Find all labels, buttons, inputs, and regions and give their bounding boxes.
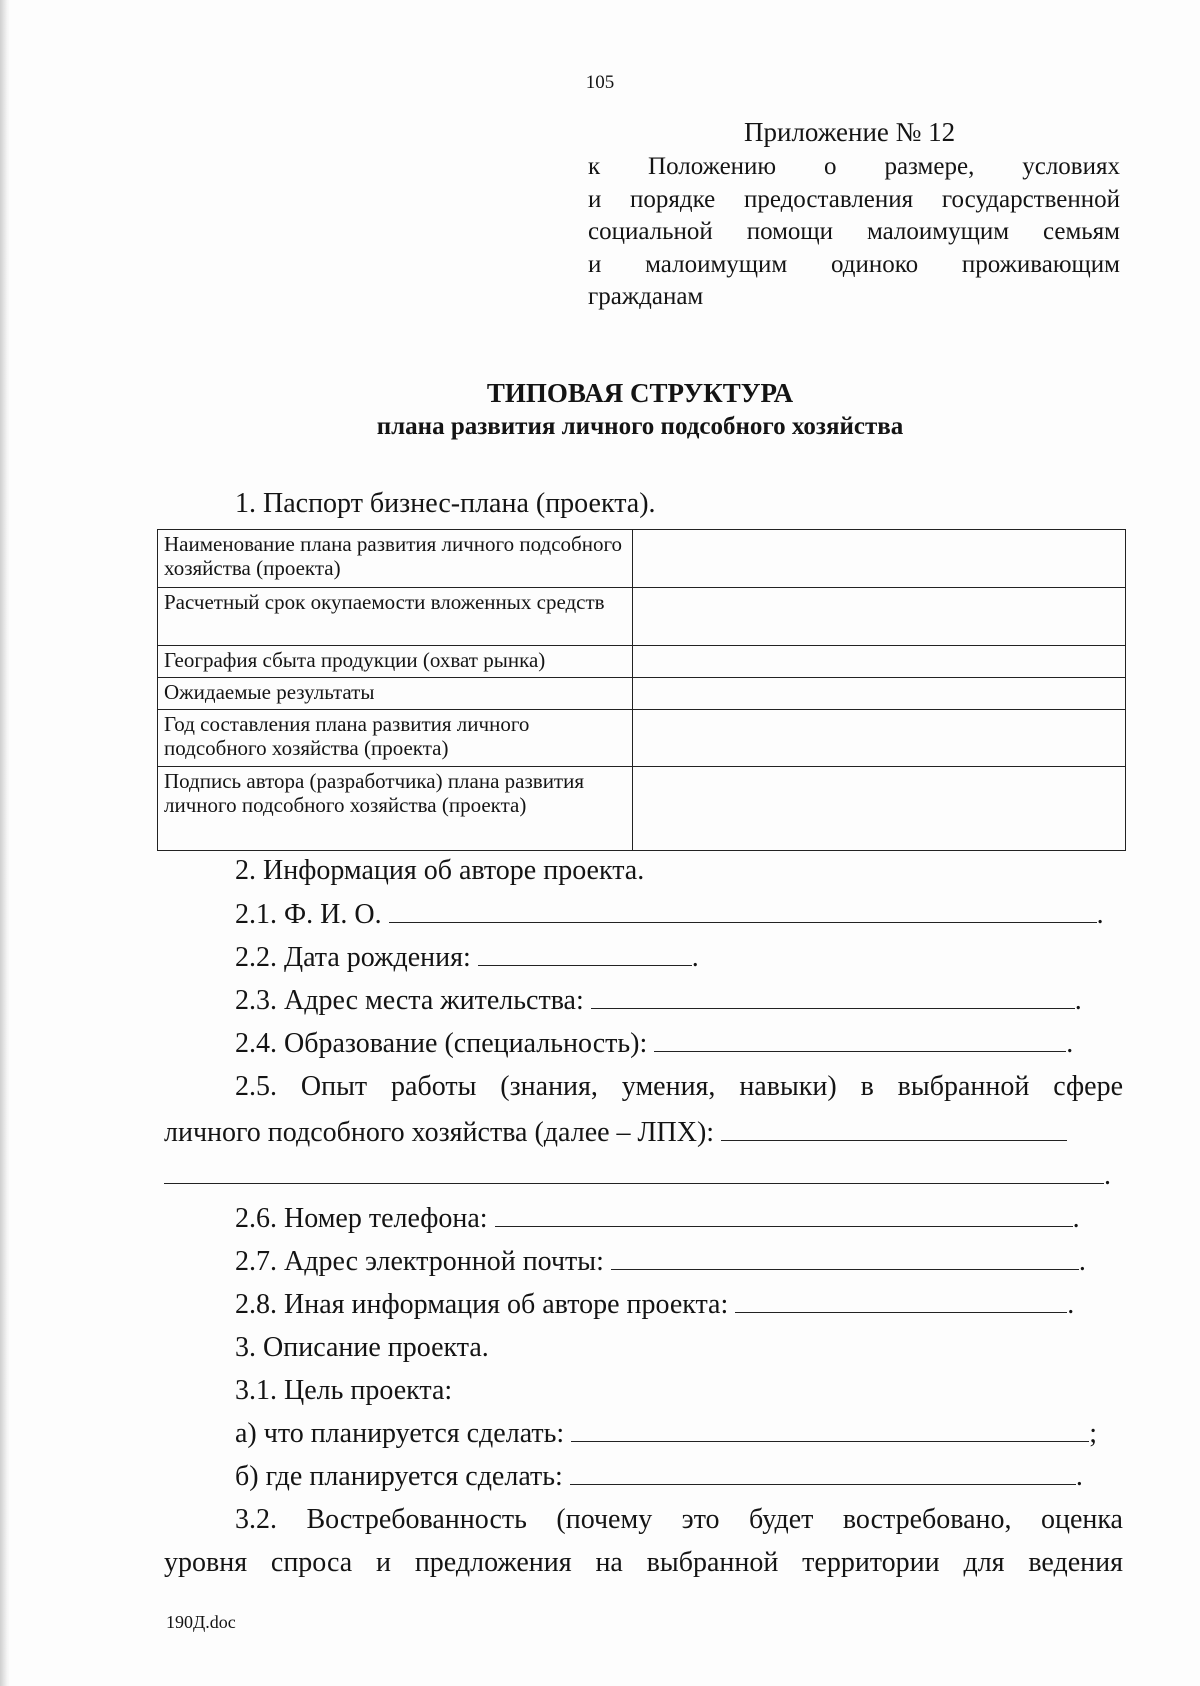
row-value bbox=[633, 588, 1126, 646]
fio-label: 2.1. Ф. И. О. bbox=[235, 899, 382, 930]
appendix-line: гражданам bbox=[588, 283, 704, 310]
table-row bbox=[158, 767, 1126, 851]
experience-label-line1: 2.5. Опыт работы (знания, умения, навыки) в выбранной сфере bbox=[235, 1071, 1123, 1102]
demand-line1: 3.2. Востребованность (почему это будет востребовано, оценка bbox=[235, 1504, 1123, 1535]
appendix-line: и малоимущим одиноко проживающим bbox=[588, 250, 1120, 278]
end-punct: . bbox=[691, 942, 699, 973]
experience-continuation bbox=[164, 1160, 1111, 1192]
row-value bbox=[633, 678, 1126, 710]
appendix-line: и порядке предоставления государственной bbox=[588, 185, 1120, 213]
scan-edge bbox=[0, 0, 10, 1686]
email-input-line[interactable] bbox=[611, 1268, 1079, 1270]
phone-label: 2.6. Номер телефона: bbox=[235, 1203, 488, 1234]
email-label: 2.7. Адрес электронной почты: bbox=[235, 1246, 604, 1277]
experience-input-line-2[interactable] bbox=[164, 1182, 1104, 1184]
birthdate-field bbox=[235, 942, 699, 974]
goal-heading: 3.1. Цель проекта: bbox=[235, 1375, 453, 1406]
row-value bbox=[633, 767, 1126, 851]
address-label: 2.3. Адрес места жительства: bbox=[235, 985, 584, 1016]
table-row bbox=[158, 588, 1126, 646]
row-value bbox=[633, 530, 1126, 588]
row-value bbox=[633, 646, 1126, 678]
row-label: Год составления плана развития личного подсобного хозяйства (проекта) bbox=[158, 710, 633, 767]
phone-field bbox=[235, 1203, 1080, 1235]
education-input-line[interactable] bbox=[654, 1050, 1066, 1052]
experience-field bbox=[164, 1117, 1067, 1149]
end-punct: . bbox=[1075, 1461, 1083, 1492]
end-punct: . bbox=[1096, 899, 1104, 930]
goal-a-field bbox=[235, 1418, 1097, 1450]
end-punct: . bbox=[1067, 1289, 1075, 1320]
goal-b-input-line[interactable] bbox=[570, 1483, 1076, 1485]
end-punct: . bbox=[1074, 985, 1082, 1016]
birthdate-input-line[interactable] bbox=[478, 964, 692, 966]
row-label: Подпись автора (разработчика) плана развития личного подсобного хозяйства (проекта) bbox=[158, 767, 633, 851]
end-punct: . bbox=[1104, 1160, 1111, 1191]
experience-input-line[interactable] bbox=[721, 1139, 1067, 1141]
education-field bbox=[235, 1028, 1073, 1060]
section-2-heading: 2. Информация об авторе проекта. bbox=[235, 855, 645, 886]
goal-a-label: а) что планируется сделать: bbox=[235, 1418, 565, 1449]
row-value bbox=[633, 710, 1126, 767]
section-3-heading: 3. Описание проекта. bbox=[235, 1332, 489, 1363]
other-info-input-line[interactable] bbox=[735, 1311, 1067, 1313]
end-punct: . bbox=[1072, 1203, 1080, 1234]
end-punct: . bbox=[1078, 1246, 1086, 1277]
appendix-reference bbox=[588, 151, 1120, 314]
fio-field bbox=[235, 899, 1104, 931]
end-punct: ; bbox=[1089, 1418, 1097, 1449]
row-label: Наименование плана развития личного подсобного хозяйства (проекта) bbox=[158, 530, 633, 588]
end-punct: . bbox=[1066, 1028, 1074, 1059]
address-input-line[interactable] bbox=[591, 1007, 1075, 1009]
appendix-line: к Положению о размере, условиях bbox=[588, 153, 1120, 180]
other-info-field bbox=[235, 1289, 1074, 1321]
experience-label-line2: личного подсобного хозяйства (далее – ЛПХ): bbox=[164, 1117, 715, 1148]
education-label: 2.4. Образование (специальность): bbox=[235, 1028, 648, 1059]
page-number: 105 bbox=[585, 72, 615, 93]
table-row bbox=[158, 710, 1126, 767]
appendix-line: социальной помощи малоимущим семьям bbox=[588, 218, 1120, 245]
table-row bbox=[158, 678, 1126, 710]
row-label: География сбыта продукции (охват рынка) bbox=[158, 646, 633, 678]
row-label: Ожидаемые результаты bbox=[158, 678, 633, 710]
table-row bbox=[158, 530, 1126, 588]
fio-input-line[interactable] bbox=[389, 921, 1097, 923]
demand-line2: уровня спроса и предложения на выбранной территории для ведения bbox=[164, 1547, 1123, 1578]
section-1-heading: 1. Паспорт бизнес-плана (проекта). bbox=[235, 488, 656, 519]
footer-filename: 190Д.doc bbox=[166, 1612, 236, 1632]
passport-table bbox=[157, 529, 1126, 851]
birthdate-label: 2.2. Дата рождения: bbox=[235, 942, 471, 973]
document-title: ТИПОВАЯ СТРУКТУРА bbox=[486, 378, 794, 408]
goal-b-label: б) где планируется сделать: bbox=[235, 1461, 563, 1492]
row-label: Расчетный срок окупаемости вложенных средств bbox=[158, 588, 633, 646]
email-field bbox=[235, 1246, 1086, 1278]
goal-b-field bbox=[235, 1461, 1083, 1493]
goal-a-input-line[interactable] bbox=[571, 1440, 1089, 1442]
other-info-label: 2.8. Иная информация об авторе проекта: bbox=[235, 1289, 729, 1320]
phone-input-line[interactable] bbox=[495, 1225, 1073, 1227]
address-field bbox=[235, 985, 1082, 1017]
appendix-title: Приложение № 12 bbox=[744, 117, 956, 147]
table-row bbox=[158, 646, 1126, 678]
document-subtitle: плана развития личного подсобного хозяйства bbox=[376, 413, 904, 440]
